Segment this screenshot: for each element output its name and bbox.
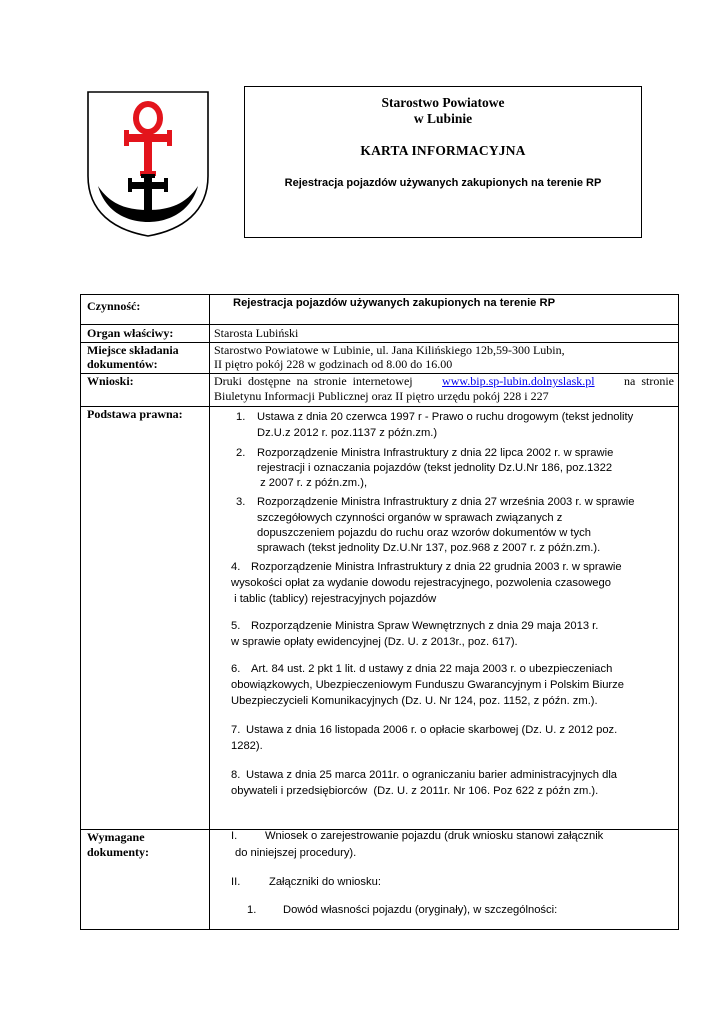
- header-box: [244, 86, 642, 238]
- required-docs-label-line1: Wymagane: [87, 830, 145, 844]
- authority-label: Organ właściwy:: [87, 326, 174, 340]
- coat-of-arms-crest: [84, 88, 212, 238]
- applications-line2: Biuletynu Informacji Publicznej oraz II piętro urzędu pokój 228 i 227: [214, 389, 549, 403]
- legal-item-line: Ubezpieczycieli Komunikacyjnych (Dz. U. Nr 124, poz. 1152, z późn. zm.).: [231, 695, 598, 707]
- applications-label: Wnioski:: [87, 374, 134, 388]
- applications-line1: [214, 374, 674, 389]
- legal-item-number: 2.: [236, 447, 246, 459]
- required-item-number: I.: [231, 830, 238, 842]
- legal-item-number: 6.: [231, 663, 241, 675]
- required-item-line: Załączniki do wniosku:: [269, 876, 381, 888]
- legal-item-line: Rozporządzenie Ministra Infrastruktury z dnia 22 grudnia 2003 r. w sprawie: [251, 561, 622, 573]
- required-item-number: II.: [231, 876, 241, 888]
- legal-item-line: obywateli i przedsiębiorców (Dz. U. z 2011r. Nr 106. Poz 622 z późn zm.).: [231, 785, 599, 797]
- bip-website-link[interactable]: www.bip.sp-lubin.dolnyslask.pl: [442, 374, 595, 388]
- required-item-line: do niniejszej procedury).: [235, 847, 357, 859]
- legal-item-line: 1282).: [231, 740, 263, 752]
- legal-item-number: 8.: [231, 769, 241, 781]
- info-table: [80, 294, 679, 930]
- column-divider: [209, 295, 210, 324]
- legal-item-line: z 2007 r. z późn.zm.),: [257, 477, 368, 489]
- place-label-line2: dokumentów:: [87, 357, 158, 371]
- required-subitem-number: 1.: [247, 904, 257, 916]
- authority-value: Starosta Lubiński: [214, 326, 299, 340]
- activity-value: Rejestracja pojazdów używanych zakupionych na terenie RP: [233, 297, 556, 309]
- required-subitem-line: Dowód własności pojazdu (oryginały), w szczególności:: [283, 904, 558, 916]
- legal-item-line: rejestracji i oznaczania pojazdów (tekst jednolity Dz.U.Nr 186, poz.1322: [257, 462, 613, 474]
- card-title: KARTA INFORMACYJNA: [360, 143, 526, 158]
- office-name: Starostwo Powiatowe: [381, 95, 505, 110]
- legal-item-number: 7.: [231, 724, 241, 736]
- legal-item-line: Rozporządzenie Ministra Spraw Wewnętrznych z dnia 29 maja 2013 r.: [251, 620, 599, 632]
- row-divider: [81, 324, 678, 325]
- legal-item-line: dopuszczeniem pojazdu do ruchu oraz wzorów dokumentów w tych: [257, 527, 591, 539]
- legal-item-line: w sprawie opłaty ewidencyjnej (Dz. U. z 2013r., poz. 617).: [231, 636, 518, 648]
- legal-item-number: 3.: [236, 496, 246, 508]
- legal-item-number: 1.: [236, 411, 246, 423]
- legal-item-line: obowiązkowych, Ubezpieczeniowym Funduszu Gwarancyjnym i Polskim Biurze: [231, 679, 624, 691]
- legal-item-line: szczegółowych czynności organów w sprawach związanych z: [257, 512, 563, 524]
- legal-item-number: 4.: [231, 561, 241, 573]
- legal-item-line: i tablic (tablicy) rejestracyjnych pojazdów: [231, 593, 437, 605]
- column-divider: [209, 829, 210, 929]
- column-divider: [209, 324, 210, 406]
- legal-item-line: Rozporządzenie Ministra Infrastruktury z dnia 22 lipca 2002 r. w sprawie: [257, 447, 614, 459]
- office-location: w Lubinie: [413, 111, 473, 126]
- legal-item-number: 5.: [231, 620, 241, 632]
- legal-item-line: Ustawa z dnia 16 listopada 2006 r. o opłacie skarbowej (Dz. U. z 2012 poz.: [246, 724, 618, 736]
- legal-item-line: sprawach (tekst jednolity Dz.U.Nr 137, poz.968 z 2007 r. z późn.zm.).: [257, 542, 601, 554]
- legal-item-line: Rozporządzenie Ministra Infrastruktury z dnia 27 września 2003 r. w sprawie: [257, 496, 635, 508]
- legal-item-line: Art. 84 ust. 2 pkt 1 lit. d ustawy z dnia 22 maja 2003 r. o ubezpieczeniach: [251, 663, 613, 675]
- applications-text-before: Druki dostępne na stronie internetowej: [214, 374, 413, 388]
- required-docs-label-line2: dokumenty:: [87, 845, 150, 859]
- place-line2: II piętro pokój 228 w godzinach od 8.00 do 16.00: [214, 357, 453, 371]
- place-label-line1: Miejsce składania: [87, 343, 179, 357]
- place-line1: Starostwo Powiatowe w Lubinie, ul. Jana Kilińskiego 12b,59-300 Lubin,: [214, 343, 565, 357]
- applications-text-after: na stronie: [624, 374, 674, 388]
- legal-basis-label: Podstawa prawna:: [87, 407, 183, 421]
- legal-item-line: Dz.U.z 2012 r. poz.1137 z późn.zm.): [257, 427, 438, 439]
- legal-item-line: Ustawa z dnia 20 czerwca 1997 r - Prawo o ruchu drogowym (tekst jednolity: [257, 411, 634, 423]
- legal-item-line: Ustawa z dnia 25 marca 2011r. o ograniczaniu barier administracyjnych dla: [246, 769, 618, 781]
- legal-item-line: wysokości opłat za wydanie dowodu rejestracyjnego, pozwolenia czasowego: [231, 577, 611, 589]
- header-subtitle: Rejestracja pojazdów używanych zakupionych na terenie RP: [284, 177, 602, 189]
- required-item-line: Wniosek o zarejestrowanie pojazdu (druk wniosku stanowi załącznik: [265, 830, 604, 842]
- activity-label: Czynność:: [87, 299, 141, 313]
